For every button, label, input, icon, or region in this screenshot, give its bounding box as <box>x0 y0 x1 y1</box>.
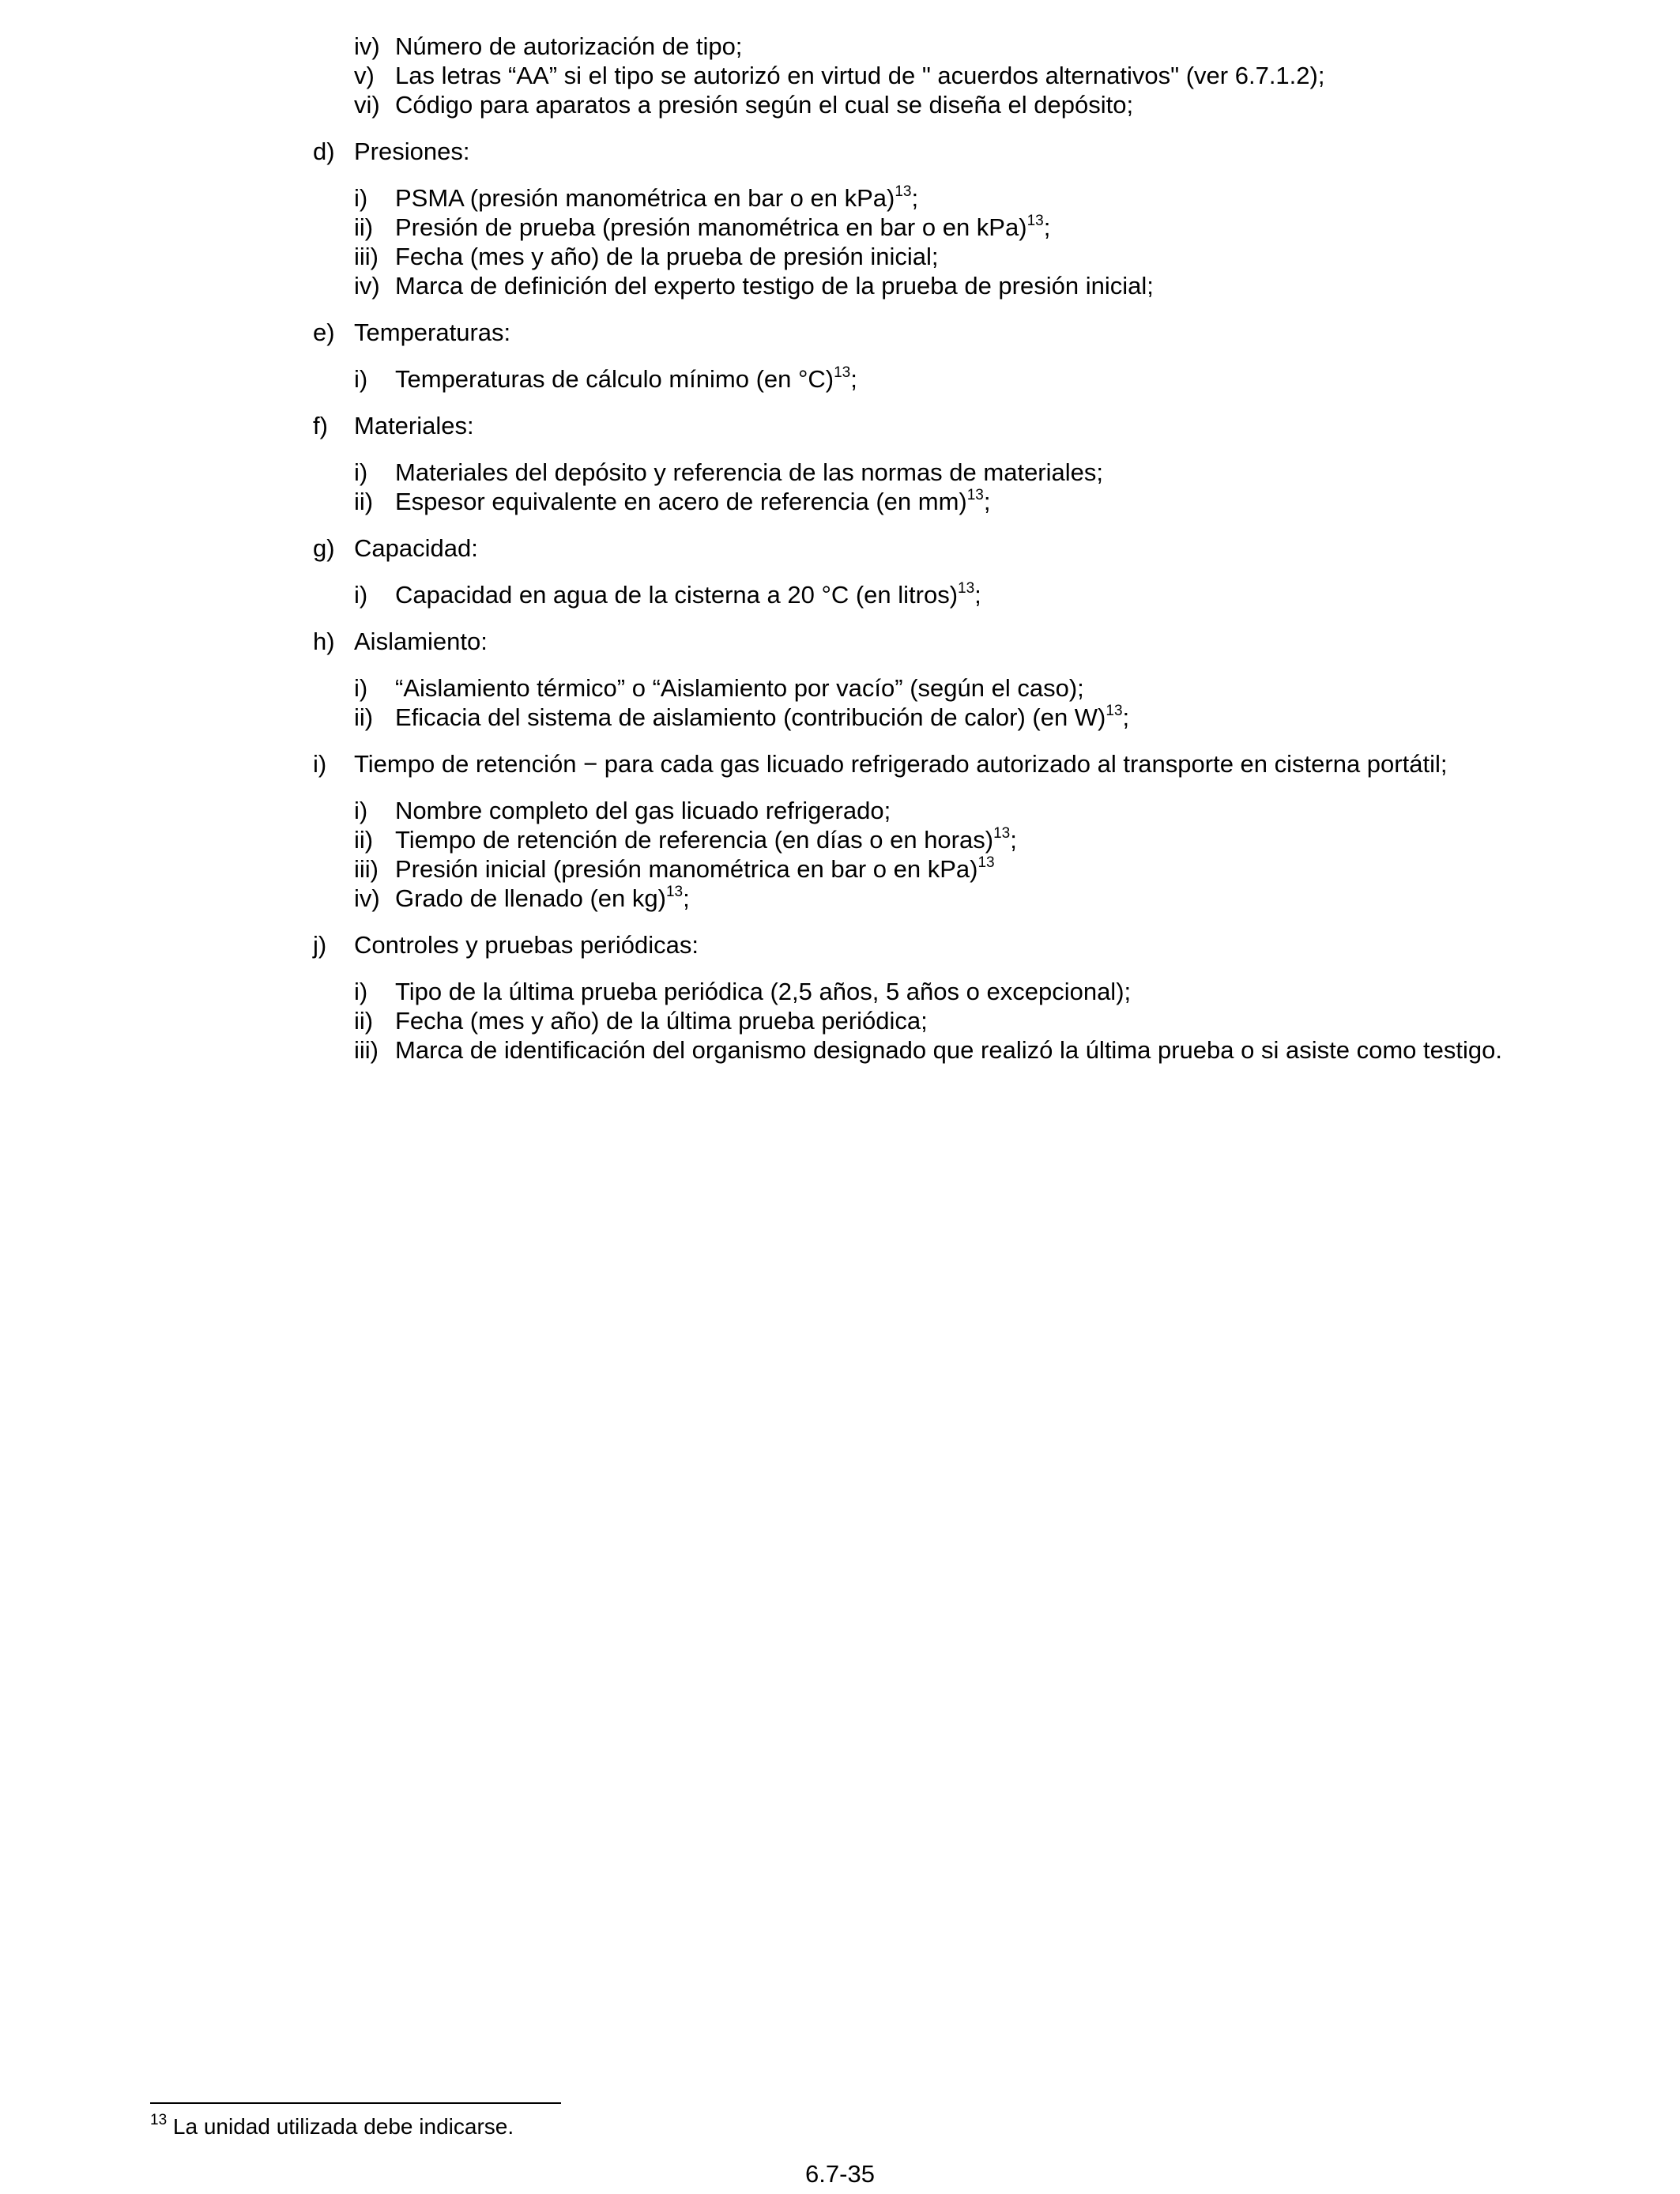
footnote-ref: 13 <box>665 883 684 900</box>
item-text-tail: ; <box>1122 703 1130 731</box>
item-number: v) <box>354 62 375 89</box>
section-letter: e) <box>313 319 335 346</box>
list-item <box>313 32 1530 61</box>
item-text-tail: ; <box>974 581 981 609</box>
footnote-ref: 13 <box>895 183 912 200</box>
section-letter: d) <box>313 138 335 165</box>
item-number: iv) <box>354 884 380 912</box>
item-number: ii) <box>354 488 374 515</box>
section-heading <box>313 137 1530 166</box>
footnote-ref: 13 <box>977 854 995 871</box>
item-text-main: Espesor equivalente en acero de referencia (en mm) <box>395 488 967 515</box>
section-j <box>313 930 1530 1065</box>
item-text <box>395 854 1530 884</box>
item-text <box>395 703 1530 732</box>
list-item <box>313 213 1530 242</box>
item-number: i) <box>354 365 368 393</box>
list-item <box>313 825 1530 854</box>
section-heading <box>313 318 1530 347</box>
list-item <box>313 673 1530 703</box>
section-letter: i) <box>313 750 327 778</box>
list-item <box>313 580 1530 609</box>
section-heading <box>313 411 1530 440</box>
item-number: i) <box>354 797 368 824</box>
item-text <box>395 183 1530 213</box>
item-number: iv) <box>354 32 380 60</box>
list-item <box>313 703 1530 732</box>
item-text <box>395 213 1530 242</box>
footnote-ref: 13 <box>1106 702 1123 719</box>
list-item <box>313 183 1530 213</box>
footnote-ref: 13 <box>958 579 975 597</box>
item-number: ii) <box>354 213 374 241</box>
item-number: iv) <box>354 272 380 300</box>
section-title: Aislamiento: <box>354 628 488 655</box>
item-text <box>395 825 1530 854</box>
item-number: iii) <box>354 855 379 883</box>
item-text: Materiales del depósito y referencia de las normas de materiales; <box>395 458 1104 486</box>
item-text: “Aislamiento térmico” o “Aislamiento por vacío” (según el caso); <box>395 674 1084 702</box>
item-text-tail: ; <box>1010 826 1017 854</box>
item-number: ii) <box>354 826 374 854</box>
item-text: Tipo de la última prueba periódica (2,5 años, 5 años o excepcional); <box>395 978 1132 1005</box>
item-text <box>395 884 1530 913</box>
list-item <box>313 364 1530 394</box>
section-title: Materiales: <box>354 412 474 439</box>
section-f <box>313 411 1530 516</box>
list-item <box>313 271 1530 300</box>
section-letter: g) <box>313 534 335 562</box>
item-text <box>395 364 1530 394</box>
item-text-main: Grado de llenado (en kg) <box>395 884 666 912</box>
item-text: Número de autorización de tipo; <box>395 32 743 60</box>
list-item <box>313 61 1530 90</box>
item-text-tail: ; <box>1043 213 1051 241</box>
item-text <box>395 580 1530 609</box>
section-i <box>313 749 1530 913</box>
list-item <box>313 884 1530 913</box>
list-item <box>313 487 1530 516</box>
section-title: Capacidad: <box>354 534 478 562</box>
item-text-main: PSMA (presión manométrica en bar o en kPa) <box>395 184 895 212</box>
item-text <box>395 487 1530 516</box>
section-d <box>313 137 1530 300</box>
section-title: Presiones: <box>354 138 470 165</box>
item-text: Nombre completo del gas licuado refrigerado; <box>395 797 891 824</box>
section-title: Tiempo de retención − para cada gas licuado refrigerado autorizado al transporte en cisterna portátil; <box>354 750 1448 778</box>
item-text-main: Presión inicial (presión manométrica en bar o en kPa) <box>395 855 978 883</box>
footnote-marker: 13 <box>150 2111 168 2128</box>
item-number: i) <box>354 184 368 212</box>
item-number: i) <box>354 674 368 702</box>
list-item <box>313 977 1530 1006</box>
item-number: i) <box>354 458 368 486</box>
item-text-main: Tiempo de retención de referencia (en días o en horas) <box>395 826 994 854</box>
footnote-ref: 13 <box>966 486 984 503</box>
list-item <box>313 458 1530 487</box>
item-number: ii) <box>354 703 374 731</box>
item-text: Fecha (mes y año) de la prueba de presión inicial; <box>395 243 939 270</box>
item-text: Marca de identificación del organismo designado que realizó la última prueba o si asiste como testigo. <box>395 1036 1502 1064</box>
section-letter: j) <box>313 931 327 959</box>
item-number: vi) <box>354 91 380 119</box>
list-item <box>313 854 1530 884</box>
list-item <box>313 796 1530 825</box>
footnote-ref: 13 <box>834 364 851 381</box>
footnote <box>150 2113 514 2140</box>
item-number: iii) <box>354 1036 379 1064</box>
item-text-main: Temperaturas de cálculo mínimo (en °C) <box>395 365 834 393</box>
section-g <box>313 533 1530 609</box>
footnote-ref: 13 <box>1026 212 1044 229</box>
item-text-tail: ; <box>850 365 857 393</box>
item-text-tail: ; <box>983 488 991 515</box>
item-text-tail: ; <box>683 884 690 912</box>
list-item <box>313 1035 1530 1065</box>
section-letter: f) <box>313 412 328 439</box>
footnote-ref: 13 <box>993 824 1011 842</box>
footnote-separator <box>150 2102 561 2104</box>
section-title: Controles y pruebas periódicas: <box>354 931 699 959</box>
section-title: Temperaturas: <box>354 319 511 346</box>
item-text: Las letras “AA” si el tipo se autorizó en virtud de " acuerdos alternativos" (ver 6.7.1.2); <box>395 62 1325 89</box>
item-number: i) <box>354 978 368 1005</box>
list-item <box>313 242 1530 271</box>
item-text-main: Eficacia del sistema de aislamiento (contribución de calor) (en W) <box>395 703 1106 731</box>
item-text: Fecha (mes y año) de la última prueba periódica; <box>395 1007 928 1035</box>
item-text-main: Capacidad en agua de la cisterna a 20 °C (en litros) <box>395 581 959 609</box>
item-number: ii) <box>354 1007 374 1035</box>
list-item <box>313 1006 1530 1035</box>
footnote-text: La unidad utilizada debe indicarse. <box>172 2114 514 2139</box>
page-number: 6.7-35 <box>805 2160 875 2188</box>
item-number: i) <box>354 581 368 609</box>
document-body <box>313 32 1530 1082</box>
section-heading <box>313 749 1530 778</box>
continued-items <box>313 32 1530 119</box>
item-text-main: Presión de prueba (presión manométrica en bar o en kPa) <box>395 213 1027 241</box>
section-e <box>313 318 1530 394</box>
section-heading <box>313 627 1530 656</box>
item-text-tail: ; <box>911 184 919 212</box>
section-heading <box>313 930 1530 959</box>
item-text: Marca de definición del experto testigo de la prueba de presión inicial; <box>395 272 1154 300</box>
section-h <box>313 627 1530 732</box>
section-letter: h) <box>313 628 335 655</box>
item-number: iii) <box>354 243 379 270</box>
section-heading <box>313 533 1530 563</box>
list-item <box>313 90 1530 119</box>
item-text: Código para aparatos a presión según el cual se diseña el depósito; <box>395 91 1134 119</box>
